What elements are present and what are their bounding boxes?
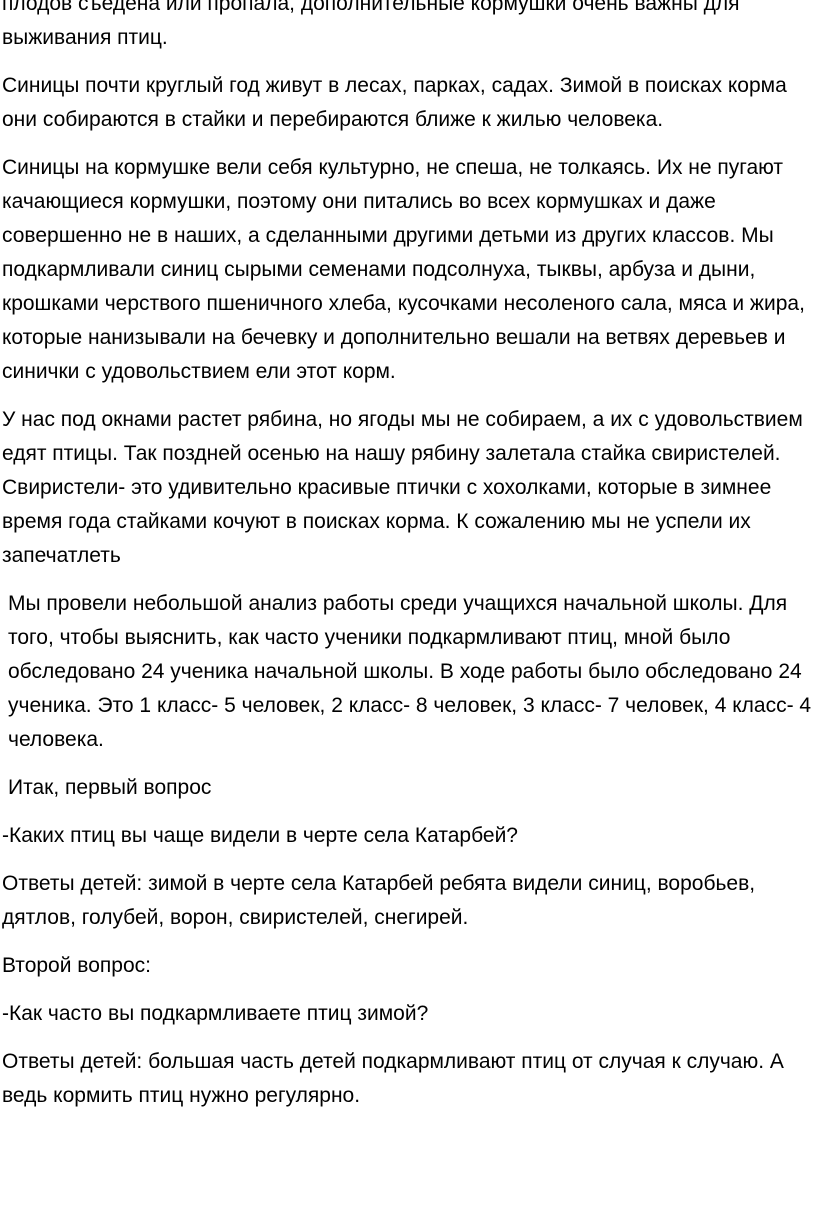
paragraph-tits-feeding: Синицы на кормушке вели себя культурно, не спеша, не толкаясь. Их не пугают качающиеся кормушки, поэтому они питались во всех кормушках и даже совершенно не в наших, а сделанными другими детьми из других классов. Мы подкармливали синиц сырыми семенами подсолнуха, тыквы, арбуза и дыни, крошками черствого пшеничного хлеба, кусочками несоленого сала, мяса и жира, которые нанизывали на бечевку и дополнительно вешали на ветвях деревьев и синички с удовольствием ели этот корм. bbox=[2, 156, 805, 383]
paragraph-second-question: -Как часто вы подкармливаете птиц зимой? bbox=[2, 1002, 429, 1025]
paragraph-rowan-waxwings: У нас под окнами растет рябина, но ягоды мы не собираем, а их с удовольствием едят птицы. Так поздней осенью на нашу рябину залетала стайка свиристелей. Свиристели- это удивительно красивые птички с хохолками, которые в зимнее время года стайками кочуют в поисках корма. К сожалению мы не успели их запечатлеть bbox=[2, 408, 803, 567]
paragraph-first-question: -Каких птиц вы чаще видели в черте села Катарбей? bbox=[2, 824, 518, 847]
paragraph-feeders-importance: плодов съедена или пропала, дополнительные кормушки очень важны для выживания птиц. bbox=[2, 0, 740, 49]
paragraph-first-answer: Ответы детей: зимой в черте села Катарбей ребята видели синиц, воробьев, дятлов, голубей, ворон, свиристелей, снегирей. bbox=[2, 872, 756, 929]
paragraph-second-answer: Ответы детей: большая часть детей подкармливают птиц от случая к случаю. А ведь кормить птиц нужно регулярно. bbox=[2, 1050, 784, 1107]
paragraph-tits-habitat: Синицы почти круглый год живут в лесах, парках, садах. Зимой в поисках корма они собираются в стайки и перебираются ближе к жилью человека. bbox=[2, 74, 787, 131]
paragraph-first-question-intro: Итак, первый вопрос bbox=[8, 776, 212, 799]
document-page bbox=[2, 0, 814, 1127]
paragraph-survey-analysis: Мы провели небольшой анализ работы среди учащихся начальной школы. Для того, чтобы выяснить, как часто ученики подкармливают птиц, мной было обследовано 24 ученика начальной школы. В ходе работы было обследовано 24 ученика. Это 1 класс- 5 человек, 2 класс- 8 человек, 3 класс- 7 человек, 4 класс- 4 человека. bbox=[8, 592, 812, 751]
paragraph-second-question-intro: Второй вопрос: bbox=[2, 954, 151, 977]
